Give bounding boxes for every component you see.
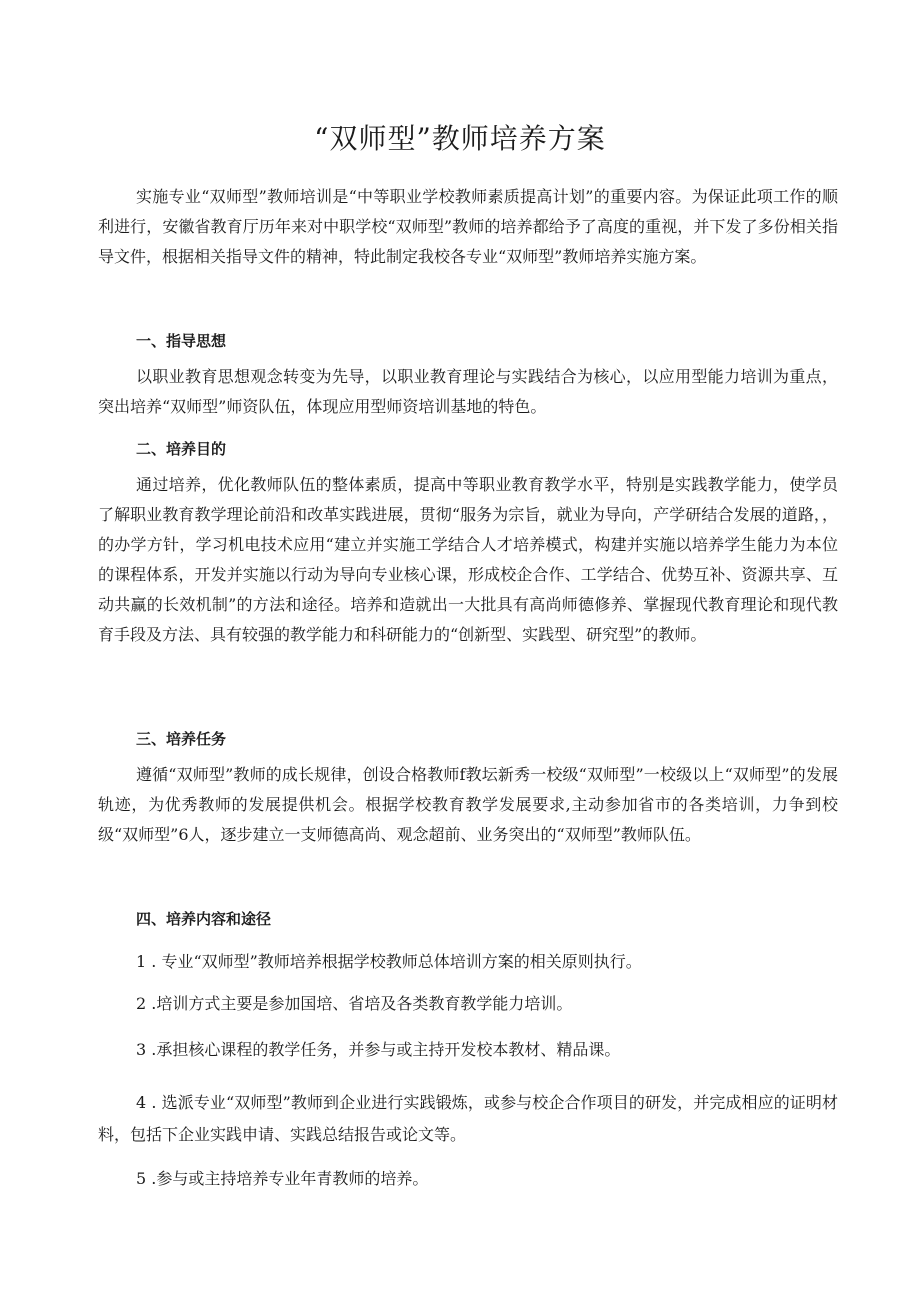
list-item: 1 . 专业“双师型”教师培养根据学校教师总体培训方案的相关原则执行。 — [136, 952, 642, 971]
list-item: 4 . 选派专业“双师型”教师到企业进行实践锻炼，或参与校企合作项目的研发，并完成相应的证明材料，包括下企业实践申请、实践总结报告或论文等。 — [98, 1093, 838, 1144]
document-title: “双师型”教师培养方案 — [314, 121, 606, 155]
section-text-training-tasks: 遵循“双师型”教师的成长规律，创设合格教师f教坛新秀一校级“双师型”一校级以上“双师型”的发展轨迹，为优秀教师的发展提供机会。根据学校教育教学发展要求,主动参加省市的各类培训，力争到校级“双师型”6人，逐步建立一支师德高尚、观念超前、业务突出的“双师型”教师队伍。 — [98, 765, 838, 844]
section-heading-guiding-ideology: 一、指导思想 — [136, 332, 227, 350]
section-text-guiding-ideology: 以职业教育思想观念转变为先导，以职业教育理论与实践结合为核心，以应用型能力培训为重点，突出培养“双师型”师资队伍，体现应用型师资培训基地的特色。 — [98, 367, 838, 416]
section-heading-training-tasks: 三、培养任务 — [136, 730, 227, 748]
list-item: 5 .参与或主持培养专业年青教师的培养。 — [136, 1169, 429, 1188]
list-item: 2 .培训方式主要是参加国培、省培及各类教育教学能力培训。 — [136, 994, 573, 1013]
intro-paragraph: 实施专业“双师型”教师培训是“中等职业学校教师素质提高计划”的重要内容。为保证此项工作的顺利进行，安徽省教育厅历年来对中职学校“双师型”教师的培养都给予了高度的重视，并下发了多份相关指导文件，根据相关指导文件的精神，特此制定我校各专业“双师型”教师培养实施方案。 — [98, 187, 838, 266]
list-item: 3 .承担核心课程的教学任务，并参与或主持开发校本教材、精品课。 — [136, 1040, 621, 1059]
section-text-training-purpose: 通过培养，优化教师队伍的整体素质，提高中等职业教育教学水平，特别是实践教学能力，使学员了解职业教育教学理论前沿和改革实践进展，贯彻“服务为宗旨，就业为导向，产学研结合发展的道路，，的办学方针，学习机电技术应用“建立并实施工学结合人才培养模式，构建并实施以培养学生能力为本位的课程体系，开发并实施以行动为导向专业核心课，形成校企合作、工学结合、优势互补、资源共享、互动共赢的长效机制”的方法和途径。培养和造就出一大批具有高尚师德修养、掌握现代教育理论和现代教育手段及方法、具有较强的教学能力和科研能力的“创新型、实践型、研究型”的教师。 — [98, 475, 838, 644]
section-heading-training-purpose: 二、培养目的 — [136, 440, 227, 458]
section-heading-content-and-approach: 四、培养内容和途径 — [136, 910, 272, 928]
